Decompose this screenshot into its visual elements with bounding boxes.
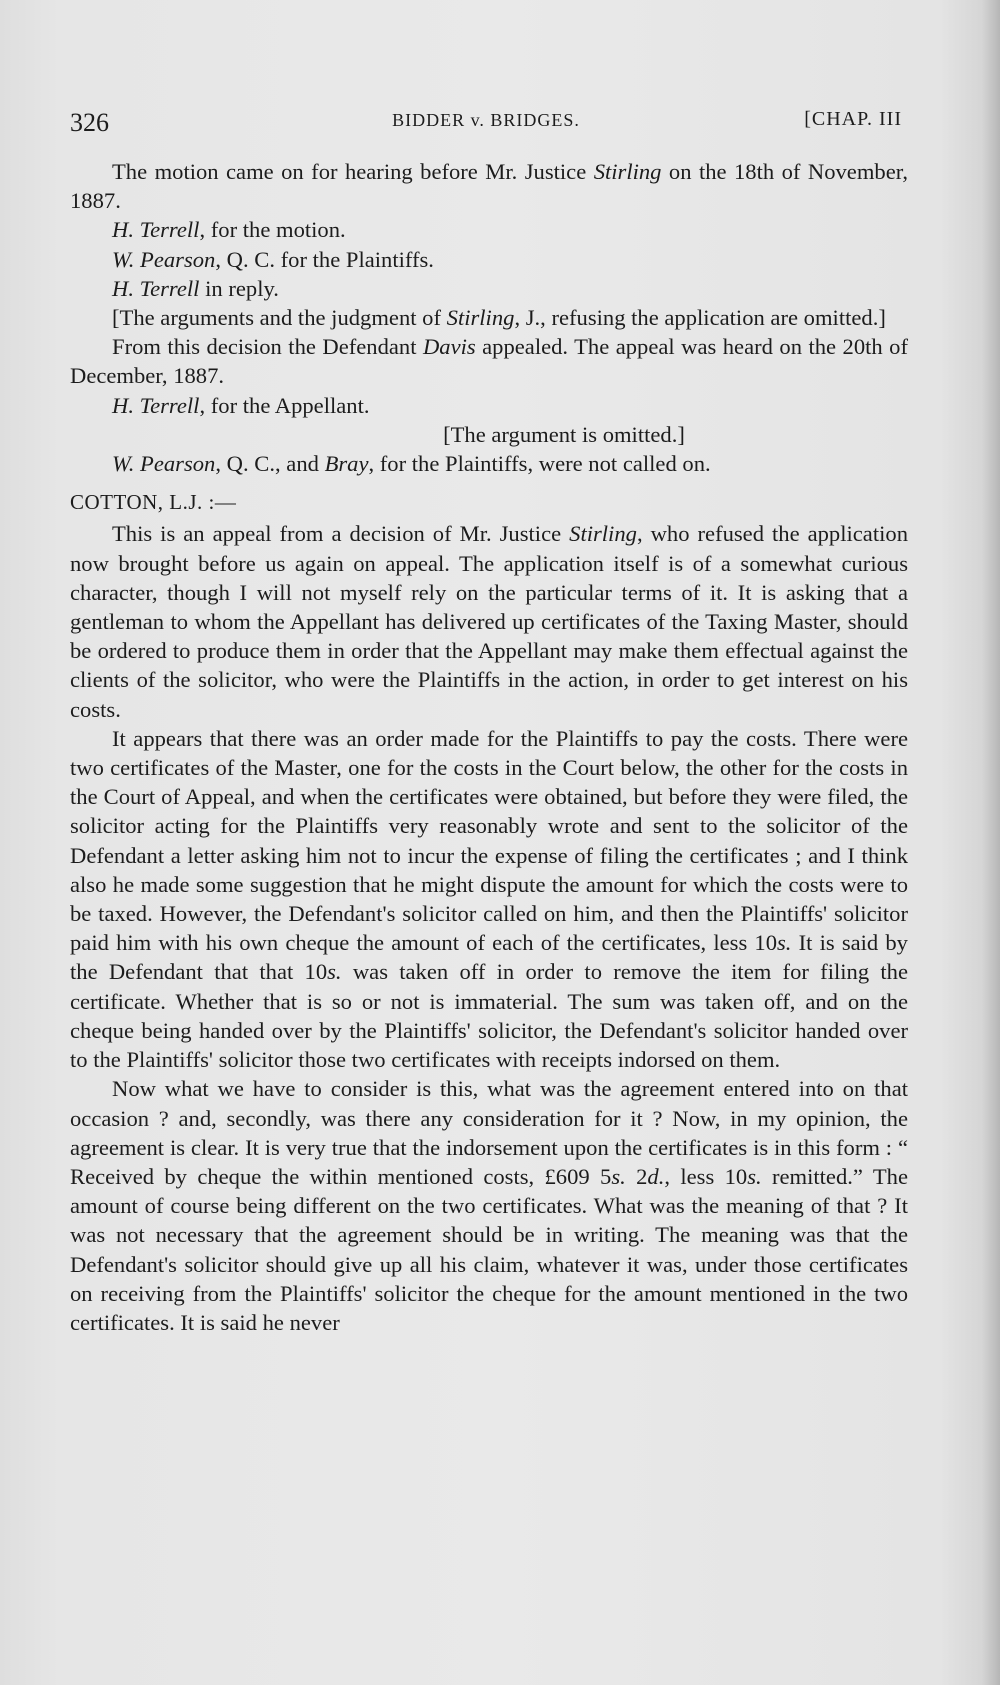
counsel-line-appellant: H. Terrell, for the Appellant. <box>112 392 370 418</box>
counsel-line-motion: H. Terrell, for the motion. <box>112 217 346 243</box>
page-body <box>70 157 908 1337</box>
argument-omitted-note: [The argument is omitted.] <box>443 421 685 447</box>
page-gutter-shadow <box>982 0 1000 1685</box>
paragraph-judgment-1: This is an appeal from a decision of Mr. Justice Stirling, who refused the application now brought before us again on appeal. The application itself is of a somewhat curious character, though I will not myself rely on the particular terms of it. It is asking that a gentleman to whom the Appellant has delivered up certificates of the Taxing Master, should be ordered to produce them in order that the Appellant may make them effectual against the clients of the solicitor, who were the Plaintiffs in the action, in order to get interest on his costs. <box>70 521 908 722</box>
paragraph-appeal: From this decision the Defendant Davis appealed. The appeal was heard on the 20th of December, 1887. <box>70 334 908 389</box>
paragraph-judgment-2: It appears that there was an order made for the Plaintiffs to pay the costs. There were two certificates of the Master, one for the costs in the Court below, the other for the costs in the Court of Appeal, and when the certificates were obtained, but before they were filed, the solicitor acting for the Plaintiffs very reasonably wrote and sent to the solicitor of the Defendant a letter asking him not to incur the expense of filing the certificates ; and I think also he made some suggestion that he might dispute the amount for which the costs were to be taxed. However, the Defendant's solicitor called on him, and then the Plaintiffs' solicitor paid him with his own cheque the amount of each of the certificates, less 10s. It is said by the Defendant that that 10s. was taken off in order to remove the item for filing the certificate. Whether that is so or not is immaterial. The sum was taken off, and on the cheque being handed over by the Plaintiffs' solicitor, the Defendant's solicitor handed over to the Plaintiffs' solicitor those two certificates with receipts indorsed on them. <box>70 725 908 1073</box>
paragraph-arguments-omitted: [The arguments and the judgment of Stirling, J., refusing the application are omitted.] <box>112 305 886 331</box>
page-number: 326 <box>70 108 109 137</box>
paragraph-judgment-3: Now what we have to consider is this, what was the agreement entered into on that occasion ? and, secondly, was there any consideration for it ? Now, in my opinion, the agreement is clear. It is very true that the indorsement upon the certificates is in this form : “ Received by cheque the within mentioned costs, £609 5s. 2d., less 10s. remitted.” The amount of course being different on the two certificates. What was the meaning of that ? It was not necessary that the agreement should be in writing. The meaning was that the Defendant's solicitor should give up all his claim, whatever it was, under those certificates on receiving from the Plaintiffs' solicitor the cheque for the amount mentioned in the two certificates. It is said he never <box>70 1076 908 1335</box>
chapter-label: [CHAP. III <box>804 108 902 130</box>
counsel-line-not-called: W. Pearson, Q. C., and Bray, for the Plaintiffs, were not called on. <box>112 451 711 477</box>
page-header <box>70 106 902 142</box>
judge-heading: COTTON, L.J. :— <box>70 490 237 515</box>
counsel-line-reply: H. Terrell in reply. <box>112 275 279 301</box>
paragraph-motion-hearing: The motion came on for hearing before Mr. Justice Stirling on the 18th of November, 1887. <box>70 159 908 214</box>
counsel-line-plaintiffs: W. Pearson, Q. C. for the Plaintiffs. <box>112 246 434 272</box>
running-title: BIDDER v. BRIDGES. <box>392 110 580 130</box>
